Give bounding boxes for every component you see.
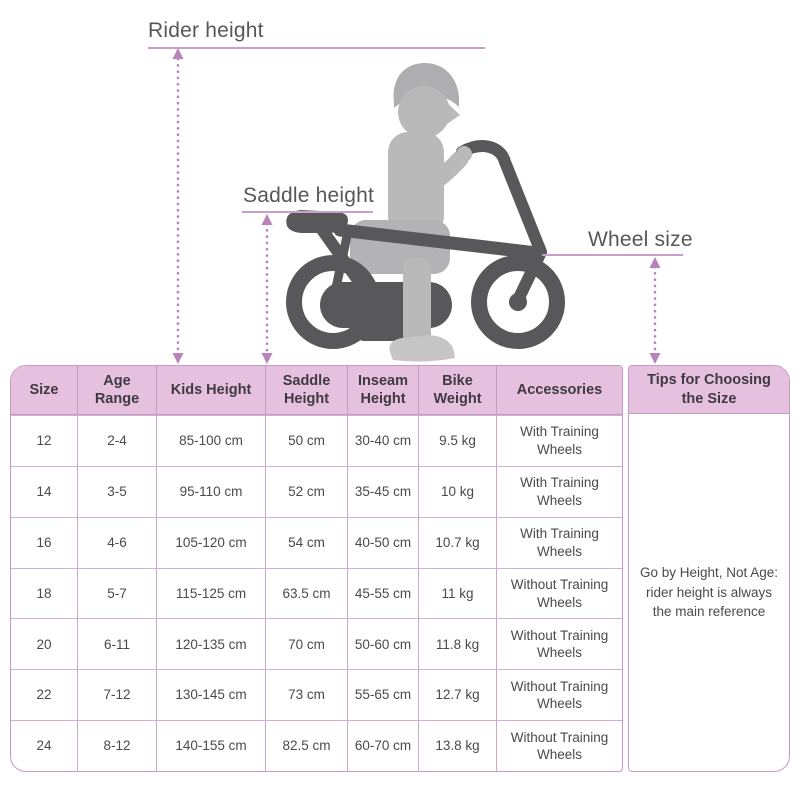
wheel-size-label: Wheel size	[588, 228, 693, 251]
cell-age-range: 7-12	[77, 669, 156, 720]
cell-size: 24	[11, 720, 77, 771]
tips-text: Go by Height, Not Age: rider height is always the main reference	[639, 565, 779, 620]
cell-kids-height: 85-100 cm	[156, 415, 265, 466]
header-tips: Tips for Choosing the Size	[629, 366, 789, 414]
cell-kids-height: 115-125 cm	[156, 568, 265, 619]
cell-saddle-height: 52 cm	[265, 466, 347, 517]
header-kids-height: Kids Height	[156, 366, 265, 414]
table-header-row	[11, 366, 622, 415]
cell-accessories: Without Training Wheels	[496, 618, 622, 669]
saddle-height-line	[242, 211, 373, 213]
size-chart-table-area	[10, 365, 790, 772]
cell-inseam-height: 35-45 cm	[347, 466, 418, 517]
saddle-height-arrow	[262, 214, 273, 364]
cell-accessories: Without Training Wheels	[496, 720, 622, 771]
cell-age-range: 3-5	[77, 466, 156, 517]
cell-saddle-height: 73 cm	[265, 669, 347, 720]
cell-saddle-height: 70 cm	[265, 618, 347, 669]
cell-accessories: With Training Wheels	[496, 466, 622, 517]
cell-accessories: Without Training Wheels	[496, 568, 622, 619]
rider-height-arrow	[173, 48, 184, 364]
cell-bike-weight: 10.7 kg	[418, 517, 496, 568]
cell-saddle-height: 82.5 cm	[265, 720, 347, 771]
cell-age-range: 8-12	[77, 720, 156, 771]
cell-age-range: 2-4	[77, 415, 156, 466]
table-row	[11, 568, 622, 619]
cell-saddle-height: 54 cm	[265, 517, 347, 568]
cell-bike-weight: 12.7 kg	[418, 669, 496, 720]
cell-size: 20	[11, 618, 77, 669]
cell-kids-height: 95-110 cm	[156, 466, 265, 517]
cell-inseam-height: 50-60 cm	[347, 618, 418, 669]
table-row	[11, 669, 622, 720]
cell-kids-height: 130-145 cm	[156, 669, 265, 720]
table-row	[11, 618, 622, 669]
header-accessories: Accessories	[496, 366, 622, 414]
tips-column	[628, 365, 790, 772]
table-row	[11, 466, 622, 517]
cell-saddle-height: 50 cm	[265, 415, 347, 466]
cell-inseam-height: 55-65 cm	[347, 669, 418, 720]
header-saddle-height: Saddle Height	[265, 366, 347, 414]
cell-size: 12	[11, 415, 77, 466]
cell-saddle-height: 63.5 cm	[265, 568, 347, 619]
saddle-height-label: Saddle height	[243, 184, 375, 207]
cell-accessories: Without Training Wheels	[496, 669, 622, 720]
cell-bike-weight: 11 kg	[418, 568, 496, 619]
rider-height-line	[148, 47, 485, 49]
cell-size: 16	[11, 517, 77, 568]
cell-accessories: With Training Wheels	[496, 415, 622, 466]
cell-kids-height: 105-120 cm	[156, 517, 265, 568]
cell-age-range: 4-6	[77, 517, 156, 568]
table-row	[11, 415, 622, 466]
cell-bike-weight: 13.8 kg	[418, 720, 496, 771]
wheel-size-arrow	[650, 257, 661, 364]
cell-size: 22	[11, 669, 77, 720]
cell-age-range: 6-11	[77, 618, 156, 669]
cell-accessories: With Training Wheels	[496, 517, 622, 568]
cell-size: 14	[11, 466, 77, 517]
header-age-range: Age Range	[77, 366, 156, 414]
cell-inseam-height: 30-40 cm	[347, 415, 418, 466]
bike-measurement-diagram	[0, 0, 800, 365]
bike-and-child-illustration	[0, 0, 800, 365]
cell-kids-height: 140-155 cm	[156, 720, 265, 771]
table-row	[11, 720, 622, 771]
cell-kids-height: 120-135 cm	[156, 618, 265, 669]
rider-height-label: Rider height	[148, 19, 264, 42]
cell-bike-weight: 11.8 kg	[418, 618, 496, 669]
header-bike-weight: Bike Weight	[418, 366, 496, 414]
table-row	[11, 517, 622, 568]
cell-inseam-height: 60-70 cm	[347, 720, 418, 771]
size-chart-table	[10, 365, 623, 772]
header-size: Size	[11, 366, 77, 414]
cell-age-range: 5-7	[77, 568, 156, 619]
cell-inseam-height: 45-55 cm	[347, 568, 418, 619]
header-inseam-height: Inseam Height	[347, 366, 418, 414]
wheel-size-line	[542, 254, 683, 256]
cell-size: 18	[11, 568, 77, 619]
cell-inseam-height: 40-50 cm	[347, 517, 418, 568]
cell-bike-weight: 10 kg	[418, 466, 496, 517]
cell-bike-weight: 9.5 kg	[418, 415, 496, 466]
